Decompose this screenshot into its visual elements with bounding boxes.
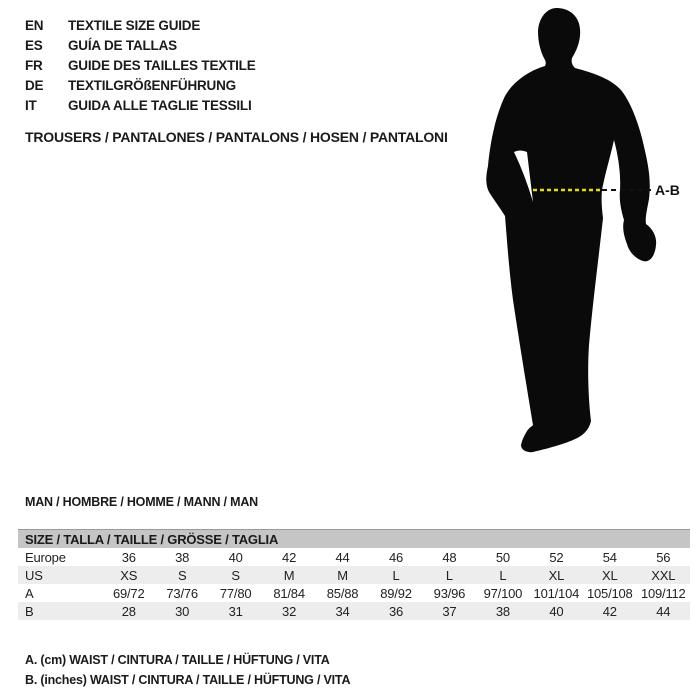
table-cell: 38 <box>175 549 190 565</box>
language-row <box>25 15 256 35</box>
language-row <box>25 35 256 55</box>
table-cell: 93/96 <box>433 585 466 601</box>
footnote-line: B. (inches) WAIST / CINTURA / TAILLE / HÜFTUNG / VITA <box>25 673 351 687</box>
table-cell: S <box>231 567 240 583</box>
table-cell: 36 <box>388 603 404 619</box>
language-list <box>25 15 256 115</box>
language-row <box>25 75 256 95</box>
figure-diagram <box>430 0 700 480</box>
language-row <box>25 95 256 115</box>
table-cell: 40 <box>549 603 564 619</box>
row-label: US <box>25 567 43 583</box>
table-cell: 48 <box>442 549 457 565</box>
table-cell: 81/84 <box>273 585 305 601</box>
table-cell: 37 <box>442 603 457 619</box>
language-label: GUÍA DE TALLAS <box>68 37 177 53</box>
table-cell: 31 <box>228 603 243 619</box>
language-label: TEXTILE SIZE GUIDE <box>68 17 201 33</box>
table-cell: L <box>445 567 453 583</box>
table-row-b <box>18 602 690 620</box>
table-cell: 109/112 <box>640 585 686 601</box>
row-label: B <box>25 603 34 619</box>
table-cell: 105/108 <box>587 585 633 601</box>
table-cell: XL <box>602 567 618 583</box>
size-table <box>18 529 690 620</box>
man-silhouette-svg <box>430 0 700 480</box>
footnotes <box>25 650 350 690</box>
man-silhouette <box>486 8 656 452</box>
footnote-line: A. (cm) WAIST / CINTURA / TAILLE / HÜFTUNG / VITA <box>25 653 330 667</box>
table-cell: 42 <box>602 603 617 619</box>
table-cell: 36 <box>121 549 136 565</box>
table-cell: XL <box>548 567 565 583</box>
table-cell: 56 <box>656 549 671 565</box>
table-cell: 38 <box>495 603 510 619</box>
table-cell: 30 <box>175 603 190 619</box>
table-cell: 97/100 <box>483 585 523 601</box>
table-cell: 44 <box>335 549 350 565</box>
language-code: ES <box>25 37 43 53</box>
table-cell: 89/92 <box>380 585 412 601</box>
table-cell: 44 <box>656 603 671 619</box>
table-cell: 34 <box>335 603 350 619</box>
table-cell: S <box>177 567 187 583</box>
language-label: TEXTILGRÖßENFÜHRUNG <box>68 77 236 93</box>
measure-label: A-B <box>655 182 680 198</box>
table-cell: 42 <box>282 549 297 565</box>
language-code: DE <box>25 77 44 93</box>
table-cell: L <box>499 567 507 583</box>
language-row <box>25 55 256 75</box>
table-cell: 101/104 <box>533 585 580 601</box>
table-row-europe <box>18 548 690 566</box>
table-cell: 69/72 <box>112 585 145 601</box>
table-cell: M <box>337 567 348 583</box>
language-code: EN <box>25 17 44 33</box>
row-label: A <box>25 585 34 601</box>
language-label: GUIDE DES TAILLES TEXTILE <box>68 57 256 73</box>
table-cell: 28 <box>121 603 136 619</box>
garment-type-line: TROUSERS / PANTALONES / PANTALONS / HOSEN / PANTALONI <box>25 129 448 145</box>
row-label: Europe <box>25 549 66 565</box>
table-cell: M <box>283 567 295 583</box>
table-row-us <box>18 566 690 584</box>
table-cell: XXL <box>651 567 676 583</box>
table-cell: 52 <box>549 549 564 565</box>
table-cell: 50 <box>495 549 510 565</box>
table-row-a <box>18 584 690 602</box>
size-table-header: SIZE / TALLA / TAILLE / GRÖSSE / TAGLIA <box>18 529 690 548</box>
table-cell: 32 <box>282 603 297 619</box>
language-label: GUIDA ALLE TAGLIE TESSILI <box>68 97 252 113</box>
section-title-man: MAN / HOMBRE / HOMME / MANN / MAN <box>25 495 258 509</box>
table-cell: 77/80 <box>219 585 252 601</box>
table-cell: 40 <box>228 549 243 565</box>
table-cell: 73/76 <box>166 585 198 601</box>
table-cell: L <box>392 567 400 583</box>
language-code: IT <box>25 97 37 113</box>
table-cell: 46 <box>388 549 404 565</box>
table-cell: 54 <box>602 549 617 565</box>
size-table-body <box>18 548 690 620</box>
table-cell: 85/88 <box>326 585 359 601</box>
language-code: FR <box>25 57 43 73</box>
table-cell: XS <box>120 567 138 583</box>
